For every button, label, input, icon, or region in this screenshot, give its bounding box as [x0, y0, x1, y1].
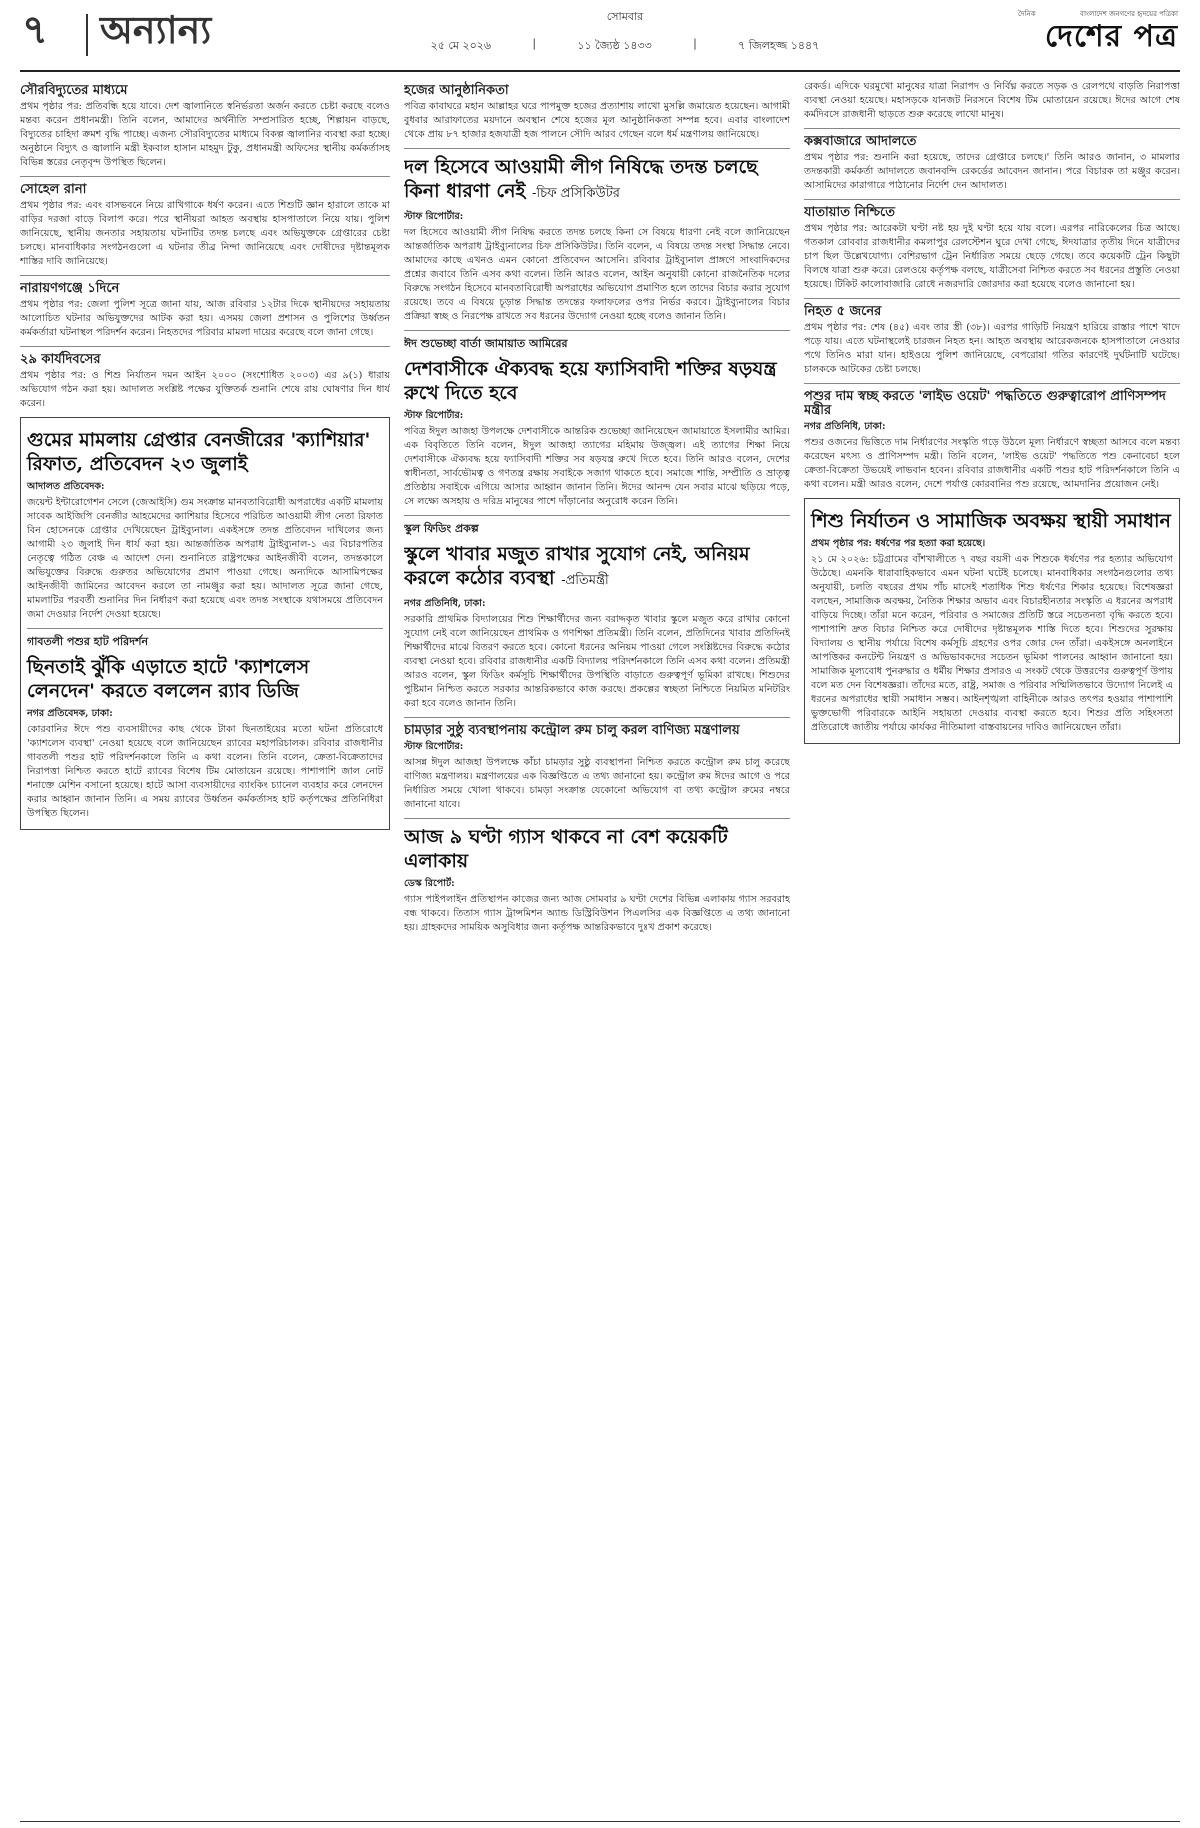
byline: স্টাফ রিপোর্টার:	[404, 741, 464, 752]
article-headline: যাতায়াত নিশ্চিতে	[804, 205, 895, 220]
article-headline	[404, 155, 790, 206]
divider	[804, 128, 1180, 129]
article-body: রেকর্ড। এদিকে ঘরমুখো মানুষের যাত্রা নিরাপদ ও নির্বিঘ্ন করতে সড়ক ও রেলপথে বাড়তি নিরাপত্তা ব্যবস্থা নেওয়া হয়েছে। মহাসড়কে যানজট নিরসনে বিশেষ টিম মোতায়েন রয়েছে। ঈদের আগে শেষ কর্মদিবসে রাজধানী ছাড়তে শুরু করেছে লাখো মানুষ।	[804, 81, 1180, 120]
article-headline: সৌরবিদ্যুতের মাধ্যমে	[20, 83, 128, 98]
logo-name: দেশের পত্র	[1044, 19, 1178, 54]
headline-attribution: -চিফ প্রসিকিউটর	[531, 186, 620, 201]
article-body: সরকারি প্রাথমিক বিদ্যালয়ের শিশু শিক্ষার্থীদের জন্য বরাদ্দকৃত খাবার স্কুলে মজুত করে রাখার কোনো সুযোগ নেই বলে জানিয়েছেন প্রাথমিক ও গণশিক্ষা প্রতিমন্ত্রী। তিনি বলেন, প্রতিদিনের খাবার প্রতিদিনই শিক্ষার্থীদের মাঝে বিতরণ করতে হবে। কোনো ধরনের অনিয়ম পাওয়া গেলে সংশ্লিষ্টদের বিরুদ্ধে কঠোর ব্যবস্থা নেওয়া হবে। রবিবার রাজধানীর একটি বিদ্যালয় পরিদর্শনকালে তিনি এসব কথা বলেন। প্রতিমন্ত্রী আরও বলেন, স্কুল ফিডিং কর্মসূচি শিক্ষার্থীদের উপস্থিতি বাড়াতে গুরুত্বপূর্ণ ভূমিকা রাখছে। শিশুদের পুষ্টিমান নিশ্চিত করতে সরকার আন্তরিকভাবে কাজ করছে। প্রকল্পের স্বচ্ছতা নিশ্চিতে নিয়মিত মনিটরিং করা হবে বলেও জানান তিনি।	[404, 614, 790, 709]
page-number: ৭	[22, 6, 49, 53]
divider	[20, 176, 390, 177]
divider	[404, 717, 790, 718]
divider	[404, 818, 790, 819]
article-body: প্রথম পৃষ্ঠার পর: এবং বাসভবনে নিয়ে রাখিগাকে ধর্ষণ করেন। এতে শিশুটি জ্ঞান হারালে তাকে মা বাড়ির দরজা বাড়ে বিলাপ করে। পরে স্থানীয়রা আহত অবস্থায় হাসপাতালে নিয়ে যায়। পুলিশ জানিয়েছে, স্থানীয় জনতার সহায়তায় ঘটনাটির তদন্ত চলছে এবং অভিযুক্তকে গ্রেপ্তারের চেষ্টা চলছে। মানবাধিকার সংগঠনগুলো এ ঘটনার তীব্র নিন্দা জানিয়েছে এবং দোষীদের দৃষ্টান্তমূলক শাস্তির দাবি জানিয়েছে।	[20, 200, 390, 267]
article-body: প্রথম পৃষ্ঠার পর: শুনানি করা হয়েছে, তাদের গ্রেপ্তারে চলছে।' তিনি আরও জানান, ৩ মামলার তদন্তকারী কর্মকর্তা আদালতে জবানবন্দি রেকর্ডের আবেদন জানান। পরে বিচারক তা মঞ্জুর করেন। আসামিদের কারাগারে পাঠানোর নির্দেশ দেন আদালত।	[804, 152, 1180, 191]
masthead-rule	[20, 70, 1180, 72]
divider	[404, 330, 790, 331]
article-body: প্রথম পৃষ্ঠার পর: প্রতিবন্ধি হয়ে যাবে। দেশ জ্বালানিতে স্বনির্ভরতা অর্জন করতে চেষ্টা করছে বলেও মন্তব্য করেন প্রধানমন্ত্রী। তিনি বলেন, আমাদের অর্থনীতি সম্প্রসারিত হচ্ছে, শিল্পায়ন বাড়ছে, বিদ্যুতের চাহিদা ক্রমশ বৃদ্ধি পাচ্ছে। এজন্য সৌরবিদ্যুতের মাধ্যমে বিকল্প জ্বালানির ব্যবস্থা করা হচ্ছে। অনুষ্ঠানে বিদ্যুৎ ও জ্বালানি মন্ত্রী ইকবাল হাসান মাহমুদ টুকু, প্রধানমন্ত্রী অফিসের স্থানীয় কর্মকর্তাসহ বিভিন্ন স্তরের নেতৃবৃন্দ উপস্থিত ছিলেন।	[20, 101, 390, 168]
article-headline: পশুর দাম স্বচ্ছ করতে 'লাইভ ওয়েট' পদ্ধতিতে গুরুত্বারোপ প্রাণিসম্পদ মন্ত্রীর	[804, 389, 1166, 418]
article-headline: দেশবাসীকে ঐক্যবদ্ধ হয়ে ফ্যাসিবাদী শক্তির ষড়যন্ত্র রুখে দিতে হবে	[404, 358, 777, 404]
divider	[804, 298, 1180, 299]
column-3	[804, 80, 1180, 1810]
divider	[804, 199, 1180, 200]
article-body: গ্যাস পাইপলাইন প্রতিস্থাপন কাজের জন্য আজ সোমবার ৯ ঘণ্টা দেশের বিভিন্ন এলাকায় গ্যাস সরবরাহ বন্ধ থাকবে। তিতাস গ্যাস ট্রান্সমিশন অ্যান্ড ডিস্ট্রিবিউশন পিএলসির এক বিজ্ঞপ্তিতে এ তথ্য জানানো হয়। গ্রাহকদের সাময়িক অসুবিধার জন্য কর্তৃপক্ষ আন্তরিকভাবে দুঃখ প্রকাশ করেছে।	[404, 894, 790, 933]
divider	[804, 383, 1180, 384]
logo-tagline: বাংলাদেশ জনগণের হৃদয়ের পত্রিকা	[1080, 10, 1178, 18]
logo-tag-daily: দৈনিক	[1018, 10, 1036, 18]
date-hijri: ৭ জিলহজ্জ ১৪৪৭	[738, 39, 820, 52]
divider	[20, 346, 390, 347]
article-headline: চামড়ার সুষ্ঠু ব্যবস্থাপনায় কন্ট্রোল রুম চালু করল বাণিজ্য মন্ত্রণালয়	[404, 723, 740, 738]
byline: নগর প্রতিনিধি, ঢাকা:	[404, 598, 486, 609]
article-headline: গুমের মামলায় গ্রেপ্তার বেনজীরের 'ক্যাশিয়ার' রিফাত, প্রতিবেদন ২৩ জুলাই	[27, 429, 371, 475]
article-headline: শিশু নির্যাতন ও সামাজিক অবক্ষয় স্থায়ী সমাধান	[811, 510, 1171, 532]
article-headline: হজের আনুষ্ঠানিকতা	[404, 83, 509, 98]
byline: প্রথম পৃষ্ঠার পর: ধর্ষণের পর হত্যা করা হয়েছে।	[811, 538, 986, 549]
article-headline: নিহত ৫ জনের	[804, 304, 882, 319]
article-body: প্রথম পৃষ্ঠার পর: জেলা পুলিশ সূত্রে জানা যায়, আজ রবিবার ১২টার দিকে স্থানীয়দের সহায়তায় আলোচিত ঘটনার অভিযুক্তদের আটক করা হয়। এসময় জেলা প্রশাসন ও পুলিশের উর্ধ্বতন কর্মকর্তারা ঘটনাস্থল পরিদর্শন করেন। নিহতদের পরিবার মামলা দায়ের করেছে বলে জানা গেছে।	[20, 299, 390, 338]
article-body: দল হিসেবে আওয়ামী লীগ নিষিদ্ধ করতে তদন্ত চলছে কিনা সে বিষয়ে ধারণা নেই বলে জানিয়েছেন আন্তর্জাতিক অপরাধ ট্রাইব্যুনালের চিফ প্রসিকিউটর। তিনি বলেন, এ বিষয়ে তদন্ত সংস্থা সিদ্ধান্ত নেবে। আমাদের কাছে এখনও এমন কোনো প্রতিবেদন আসেনি। রবিবার ট্রাইব্যুনাল প্রাঙ্গণে সাংবাদিকদের প্রশ্নের জবাবে তিনি এসব কথা বলেন। তিনি আরও বলেন, আইন অনুযায়ী কোনো রাজনৈতিক দলের বিরুদ্ধে সংগঠন হিসেবে মানবতাবিরোধী অপরাধের অভিযোগ প্রমাণিত হলে তাদের বিচার করার সুযোগ রয়েছে। তবে এ বিষয়ে চূড়ান্ত সিদ্ধান্ত তদন্তের ফলাফলের ওপর নির্ভর করবে। ট্রাইব্যুনালের বিচার প্রক্রিয়া স্বচ্ছ ও নিরপেক্ষ রাখতে সব ধরনের উদ্যোগ নেওয়া হচ্ছে বলেও জানান তিনি।	[404, 227, 790, 322]
article-kicker: স্কুল ফিডিং প্রকল্প	[404, 522, 479, 535]
article-headline: আজ ৯ ঘণ্টা গ্যাস থাকবে না বেশ কয়েকটি এলাকায়	[404, 826, 728, 872]
boxed-article	[804, 498, 1180, 744]
section-title: অন্যান্য	[100, 7, 212, 52]
newspaper-logo	[1018, 8, 1178, 54]
divider	[404, 515, 790, 516]
article-body: পশুর ওজনের ভিত্তিতে দাম নির্ধারণের সংস্কৃতি গড়ে উঠলে মূল্য নির্ধারণে স্বচ্ছতা আসবে বলে মন্তব্য করেছেন মৎস্য ও প্রাণিসম্পদ মন্ত্রী। তিনি বলেন, 'লাইভ ওয়েট' পদ্ধতিতে পশু কেনাবেচা হলে ক্রেতা-বিক্রেতা উভয়েই লাভবান হবেন। রবিবার রাজধানীর একটি পশুর হাট পরিদর্শনকালে তিনি এ কথা বলেন। মন্ত্রী আরও বলেন, দেশে পর্যাপ্ত কোরবানির পশু রয়েছে, আমদানির প্রয়োজন নেই।	[804, 437, 1180, 490]
byline: স্টাফ রিপোর্টার:	[404, 410, 464, 421]
byline: নগর প্রতিবেদক, ঢাকা:	[27, 708, 113, 719]
article-body: প্রথম পৃষ্ঠার পর: ও শিশু নির্যাতন দমন আইন ২০০০ (সংশোধিত ২০০৩) এর ৯(১) ধারায় অভিযোগ গঠন করা হয়। আদালত সংশ্লিষ্ট পক্ষের যুক্তিতর্ক শুনানি শেষে রায় ঘোষণার দিন ধার্য করেন।	[20, 370, 390, 409]
byline: আদালত প্রতিবেদক:	[27, 481, 105, 492]
article-kicker: গাবতলী পশুর হাট পরিদর্শন	[27, 635, 149, 648]
date-gregorian: ২৫ মে ২০২৬	[430, 39, 492, 52]
article-headline	[404, 542, 790, 593]
article-body: আসন্ন ঈদুল আজহা উপলক্ষে কাঁচা চামড়ার সুষ্ঠু ব্যবস্থাপনা নিশ্চিত করতে কন্ট্রোল রুম চালু করেছে বাণিজ্য মন্ত্রণালয়। মন্ত্রণালয়ের এক বিজ্ঞপ্তিতে এ তথ্য জানানো হয়। কন্ট্রোল রুম ঈদের আগে ও পরে নির্ধারিত সময়ে খোলা থাকবে। চামড়া সংক্রান্ত যেকোনো অভিযোগ বা তথ্য কন্ট্রোল রুমের নম্বরে জানানো যাবে।	[404, 757, 790, 810]
article-kicker: ঈদ শুভেচ্ছা বার্তা জামায়াত আমিরের	[404, 337, 568, 350]
page-footer-rule	[20, 1821, 1180, 1822]
column-2	[404, 80, 790, 1810]
article-headline: ২৯ কার্যদিবসের	[20, 352, 101, 367]
article-body: পবিত্র ঈদুল আজহা উপলক্ষে দেশবাসীকে আন্তরিক শুভেচ্ছা জানিয়েছেন জামায়াতে ইসলামীর আমির। এক বিবৃতিতে তিনি বলেন, ঈদুল আজহা ত্যাগের মহিমায় উজ্জ্বল। এই ত্যাগের শিক্ষা নিয়ে দেশবাসীকে ঐক্যবদ্ধ হয়ে ফ্যাসিবাদী শক্তির সব ষড়যন্ত্র রুখে দিতে হবে। তিনি আরও বলেন, দেশের স্বাধীনতা, সার্বভৌমত্ব ও গণতন্ত্র রক্ষায় সবাইকে সজাগ থাকতে হবে। সমাজে শান্তি, সম্প্রীতি ও ভ্রাতৃত্ব প্রতিষ্ঠায় সবাইকে এগিয়ে আসার আহ্বান জানান তিনি। ঈদের আনন্দ যেন সবার মাঝে ছড়িয়ে পড়ে, সে লক্ষ্যে অসহায় ও দরিদ্র মানুষের পাশে দাঁড়ানোর অনুরোধ করেন তিনি।	[404, 426, 790, 507]
article-body: ২১ মে ২০২৬: চট্টগ্রামের বাঁশখালীতে ৭ বছর বয়সী এক শিশুকে ধর্ষণের পর হত্যার অভিযোগ উঠেছে। এমনকি ধারাবাহিকভাবে এমন ঘটনা ঘটেই চলেছে। মানবাধিকার সংগঠনগুলোর তথ্য অনুযায়ী, চলতি বছরের প্রথম পাঁচ মাসেই শতাধিক শিশু ধর্ষণের শিকার হয়েছে। বিশেষজ্ঞরা বলছেন, সামাজিক অবক্ষয়, নৈতিক শিক্ষার অভাব এবং বিচারহীনতার সংস্কৃতি এ ধরনের অপরাধ বাড়িয়ে দিচ্ছে। তাঁরা মনে করেন, পরিবার ও সমাজের প্রতিটি স্তরে সচেতনতা বৃদ্ধি করতে হবে। পাশাপাশি দ্রুত বিচার নিশ্চিত করে দোষীদের দৃষ্টান্তমূলক শাস্তি দিতে হবে। শিশুদের সুরক্ষায় বিদ্যালয় ও স্থানীয় পর্যায়ে বিশেষ কর্মসূচি গ্রহণের ওপর জোর দেন তাঁরা। একইসঙ্গে অনলাইনে আপত্তিকর কনটেন্ট নিয়ন্ত্রণ ও অভিভাবকদের সচেতন ভূমিকা পালনের আহ্বান জানানো হয়। সামাজিক মূল্যবোধ পুনরুদ্ধার ও ধর্মীয় শিক্ষার প্রসারও এ সংকট থেকে উত্তরণের গুরুত্বপূর্ণ উপায় বলে মত দেন বিশেষজ্ঞরা। তাঁদের মতে, রাষ্ট্র, সমাজ ও পরিবার সম্মিলিতভাবে উদ্যোগ নিলেই এ ধরনের অপরাধের স্থায়ী সমাধান সম্ভব। আইনশৃঙ্খলা বাহিনীকে আরও তৎপর হওয়ার পাশাপাশি ভুক্তভোগী পরিবারকে আইনি সহায়তা দেওয়ার ব্যবস্থা করতে হবে। শিশুর প্রতি সহিংসতা প্রতিরোধে জাতীয় পর্যায়ে কার্যকর নীতিমালা বাস্তবায়নের দাবিও জানিয়েছেন তাঁরা।	[811, 554, 1173, 733]
date-bengali: ১১ জ্যৈষ্ঠ ১৪৩৩	[577, 39, 652, 52]
headline-attribution: -প্রতিমন্ত্রী	[561, 573, 609, 588]
headline-main: দল হিসেবে আওয়ামী লীগ নিষিদ্ধে তদন্ত চলছে কিনা ধারণা নেই	[404, 156, 758, 202]
article-body: প্রথম পৃষ্ঠার পর: আরেকটা ঘণ্টা নষ্ট হয় দুই ঘণ্টা হয়ে যায় বলে। এরপর নারিকেলের চিত্র আছে। গতকাল রোববার রাজধানীর কমলাপুর রেলস্টেশন ঘুরে দেখা গেছে, ঈদযাত্রার তৃতীয় দিনে যাত্রীদের চাপ ছিল উল্লেখযোগ্য। বেশিরভাগ ট্রেন নির্ধারিত সময়ে ছেড়ে গেছে। তবে কয়েকটি ট্রেন কিছুটা বিলম্বে যাত্রা শুরু করে। রেলওয়ে কর্তৃপক্ষ বলছে, যাত্রীসেবা নিশ্চিত করতে সব ধরনের প্রস্তুতি নেওয়া হয়েছে। টিকিট কালোবাজারি রোধে নজরদারি জোরদার করা হয়েছে বলেও জানানো হয়।	[804, 223, 1180, 290]
article-headline: কক্সবাজারে আদালতে	[804, 134, 917, 149]
divider	[404, 148, 790, 149]
article-body: প্রথম পৃষ্ঠার পর: শেষ (৪৫) এবং তার স্ত্রী (৩৮)। এরপর গাড়িটি নিয়ন্ত্রণ হারিয়ে রাস্তার পাশে খাদে পড়ে যায়। এতে ঘটনাস্থলেই চারজন নিহত হন। আহত অবস্থায় আরেকজনকে হাসপাতালে নেওয়ার পথে তিনিও মারা যান। হাইওয়ে পুলিশ জানিয়েছে, বেপরোয়া গতির কারণেই দুর্ঘটনাটি ঘটেছে। চালককে আটকের চেষ্টা চলছে।	[804, 322, 1180, 375]
article-headline: ছিনতাই ঝুঁকি এড়াতে হাটে 'ক্যাশলেস লেনদেন' করতে বললেন র‍্যাব ডিজি	[27, 656, 310, 702]
article-body: জয়েন্ট ইন্টারোগেশন সেলে (জেআইসি) গুম সংক্রান্ত মানবতাবিরোধী অপরাধের একটি মামলায় সাবেক আইজিপি বেনজীর আহমেদের ক্যাশিয়ার হিসেবে পরিচিত আওয়ামী লীগ নেতা রিফাত বিন হোসেনকে গ্রেপ্তার দেখিয়েছেন ট্রাইব্যুনাল। একইসঙ্গে তদন্ত প্রতিবেদন দাখিলের জন্য আগামী ২৩ জুলাই দিন ধার্য করা হয়। আন্তর্জাতিক অপরাধ ট্রাইব্যুনাল-১ এর বিচারপতির নেতৃত্বে গঠিত বেঞ্চ এ আদেশ দেন। শুনানিতে রাষ্ট্রপক্ষের আইনজীবী বলেন, তদন্তকালে অভিযুক্তের বিরুদ্ধে গুরুতর অভিযোগের প্রমাণ পাওয়া গেছে। অন্যদিকে আসামিপক্ষের আইনজীবী জামিনের আবেদন করলে তা নামঞ্জুর করা হয়। আদালত সূত্রে জানা গেছে, মামলাটির পরবর্তী শুনানির দিন নির্ধারণ করা হয়েছে এবং তদন্ত সংস্থাকে যথাসময়ে প্রতিবেদন জমা দেওয়ার নির্দেশ দেওয়া হয়েছে।	[27, 497, 383, 620]
masthead	[0, 0, 1200, 78]
date-separator: |	[693, 37, 697, 50]
column-1	[20, 80, 390, 1810]
weekday: সোমবার	[606, 10, 644, 23]
date-block	[410, 8, 840, 56]
byline: নগর প্রতিনিধি, ঢাকা:	[804, 421, 886, 432]
article-headline: সোহেল রানা	[20, 182, 87, 197]
byline: স্টাফ রিপোর্টার:	[404, 211, 464, 222]
article-body: কোরবানির ঈদে পশু ব্যবসায়ীদের কাছ থেকে টাকা ছিনতাইয়ের মতো ঘটনা প্রতিরোধে 'ক্যাশলেস ব্যবস্থা' নেওয়া হয়েছে বলে জানিয়েছেন র‍্যাবের মহাপরিচালক। রবিবার রাজধানীর গাবতলী পশুর হাট পরিদর্শনকালে তিনি এ কথা বলেন। তিনি বলেন, ক্রেতা-বিক্রেতাদের নিরাপত্তা নিশ্চিত করতে হাটে র‍্যাবের বিশেষ টিম মোতায়েন রয়েছে। পাশাপাশি জাল নোট শনাক্তে মেশিন বসানো হয়েছে। হাটে আসা ব্যবসায়ীদের ব্যাংকিং চ্যানেল ব্যবহার করে লেনদেন করার আহ্বান জানান তিনি। এ সময় র‍্যাবের উর্ধ্বতন কর্মকর্তাসহ হাট কর্তৃপক্ষের প্রতিনিধিরা উপস্থিত ছিলেন।	[27, 724, 383, 819]
date-separator: |	[532, 37, 537, 50]
article-headline: নারায়ণগঞ্জে ১দিনে	[20, 281, 120, 296]
divider	[20, 275, 390, 276]
byline: ডেস্ক রিপোর্ট:	[404, 878, 455, 889]
boxed-article	[20, 417, 390, 830]
masthead-divider	[86, 14, 88, 56]
divider	[27, 628, 383, 629]
article-body: পবিত্র কাবাঘরে মহান আল্লাহর ঘরে পাপমুক্ত হজের প্রত্যাশায় লাখো মুসল্লি জমায়েত হয়েছেন। আগামী বুধবার আরাফাতের ময়দানে অবস্থান শেষে হজের মূল আনুষ্ঠানিকতা সম্পন্ন হবে। এবার বাংলাদেশ থেকে প্রায় ৮৭ হাজার হজযাত্রী হজ পালনে সৌদি আরব গেছেন বলে ধর্ম মন্ত্রণালয় জানিয়েছে।	[404, 101, 790, 140]
headline-main: স্কুলে খাবার মজুত রাখার সুযোগ নেই, অনিয়ম করলে কঠোর ব্যবস্থা	[404, 543, 750, 589]
